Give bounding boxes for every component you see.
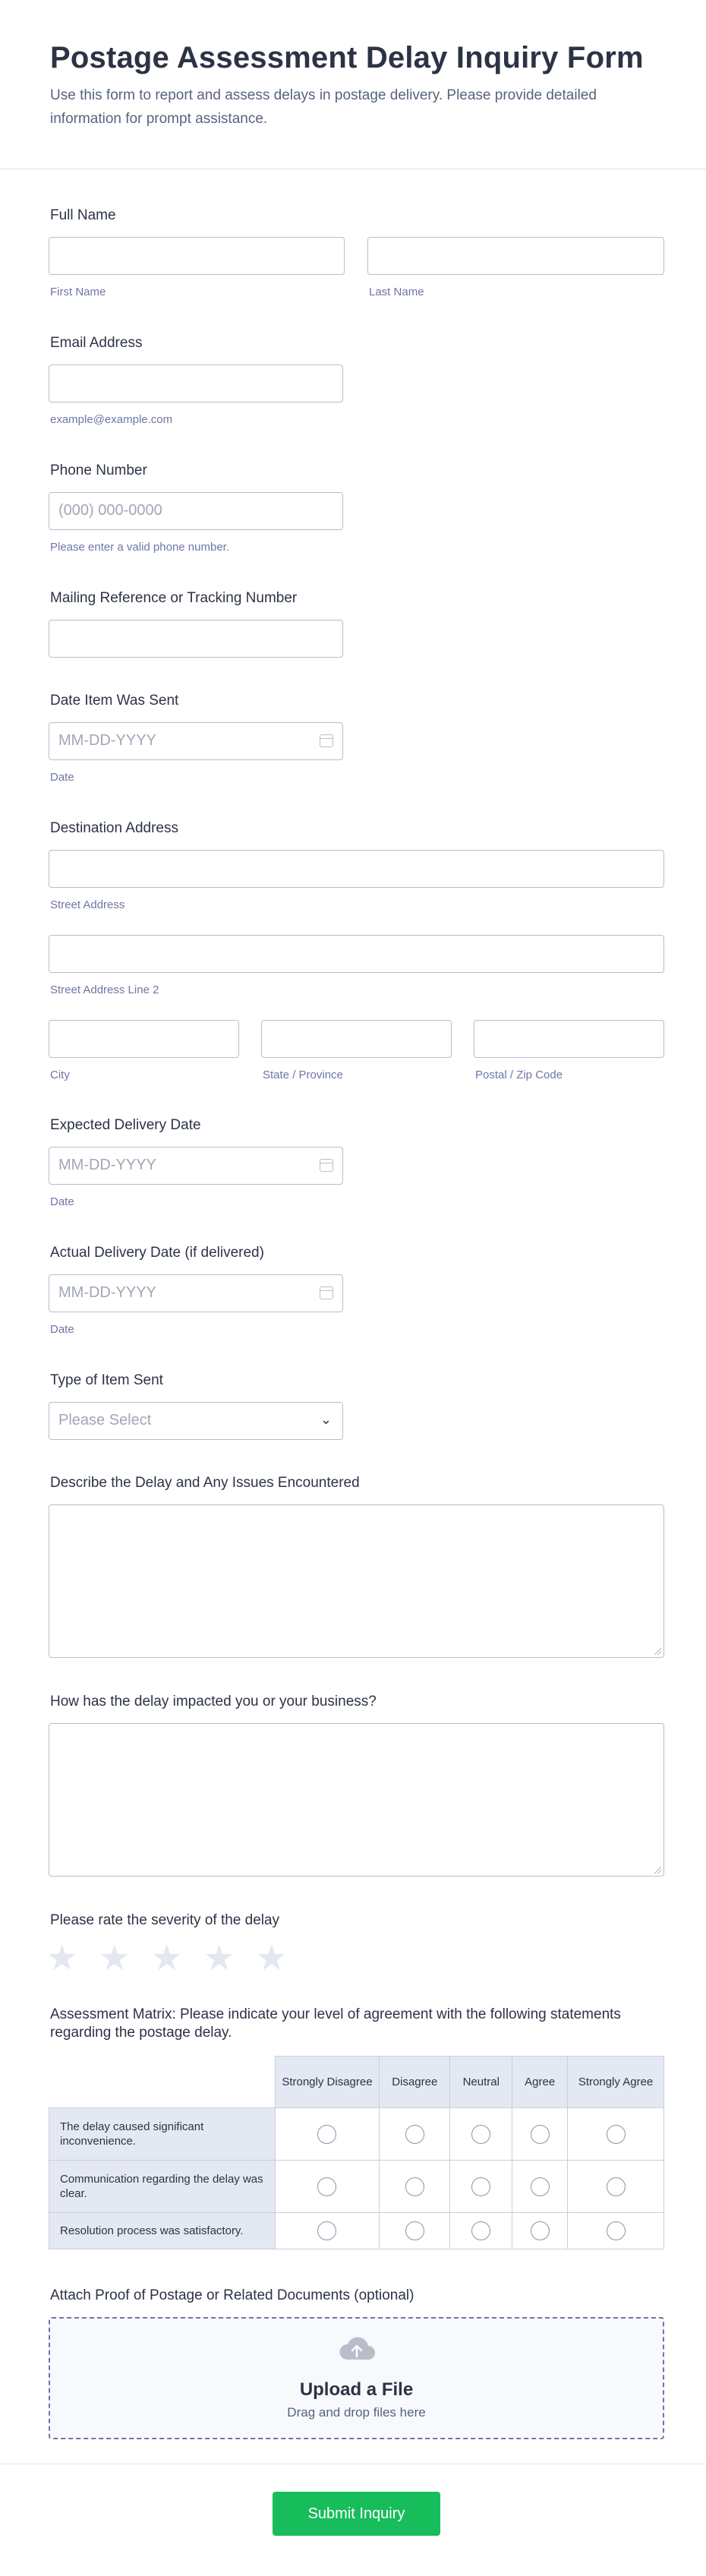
matrix-column-header: Neutral xyxy=(450,2057,512,2108)
city-sublabel: City xyxy=(50,1069,70,1081)
tracking-label: Mailing Reference or Tracking Number xyxy=(50,590,298,606)
calendar-icon[interactable] xyxy=(320,1286,333,1299)
matrix-radio[interactable] xyxy=(471,2177,490,2196)
submit-button[interactable]: Submit Inquiry xyxy=(273,2492,440,2536)
star-icon[interactable]: ★ xyxy=(204,1940,235,1977)
state-sublabel: State / Province xyxy=(263,1069,343,1081)
upload-hint: Drag and drop files here xyxy=(287,2405,426,2420)
resize-handle-icon[interactable] xyxy=(654,1648,661,1655)
describe-label: Describe the Delay and Any Issues Encountered xyxy=(50,1475,360,1491)
item-type-label: Type of Item Sent xyxy=(50,1372,163,1388)
matrix-column-header: Agree xyxy=(512,2057,568,2108)
impact-textarea[interactable] xyxy=(49,1723,664,1877)
matrix-row xyxy=(49,2108,664,2161)
matrix-radio[interactable] xyxy=(317,2177,336,2196)
matrix-radio[interactable] xyxy=(317,2221,336,2240)
matrix-row xyxy=(49,2213,664,2249)
last-name-input[interactable] xyxy=(367,237,664,275)
actual-date-input[interactable] xyxy=(49,1274,343,1312)
street-address-line2-input[interactable] xyxy=(49,935,664,973)
cloud-upload-icon xyxy=(338,2335,376,2361)
star-icon[interactable]: ★ xyxy=(99,1940,130,1977)
rating-label: Please rate the severity of the delay xyxy=(50,1912,280,1928)
matrix-row xyxy=(49,2161,664,2213)
phone-sublabel: Please enter a valid phone number. xyxy=(50,541,229,554)
matrix-corner xyxy=(49,2057,276,2108)
matrix-radio[interactable] xyxy=(607,2125,626,2144)
last-name-sublabel: Last Name xyxy=(369,286,424,298)
matrix-radio[interactable] xyxy=(405,2125,424,2144)
date-sent-sublabel: Date xyxy=(50,771,74,784)
matrix-radio[interactable] xyxy=(531,2177,550,2196)
address-label: Destination Address xyxy=(50,820,178,836)
state-input[interactable] xyxy=(261,1020,452,1058)
matrix-radio[interactable] xyxy=(405,2221,424,2240)
matrix-column-header: Strongly Agree xyxy=(568,2057,664,2108)
email-input[interactable] xyxy=(49,365,343,402)
street-address-sublabel: Street Address xyxy=(50,898,125,911)
form-title: Postage Assessment Delay Inquiry Form xyxy=(50,41,644,74)
actual-date-placeholder: MM-DD-YYYY xyxy=(58,1284,156,1301)
item-type-select[interactable] xyxy=(49,1402,343,1440)
matrix-column-header: Disagree xyxy=(380,2057,450,2108)
assessment-matrix xyxy=(49,2056,664,2249)
actual-date-sublabel: Date xyxy=(50,1323,74,1336)
zip-input[interactable] xyxy=(474,1020,664,1058)
email-label: Email Address xyxy=(50,335,143,351)
expected-date-label: Expected Delivery Date xyxy=(50,1117,201,1133)
phone-label: Phone Number xyxy=(50,462,147,478)
expected-date-sublabel: Date xyxy=(50,1195,74,1208)
calendar-icon[interactable] xyxy=(320,734,333,747)
expected-date-input[interactable] xyxy=(49,1147,343,1185)
matrix-radio[interactable] xyxy=(531,2125,550,2144)
describe-textarea[interactable] xyxy=(49,1504,664,1658)
matrix-label: Assessment Matrix: Please indicate your level of agreement with the following statements regarding the postage delay. xyxy=(50,2006,621,2041)
expected-date-placeholder: MM-DD-YYYY xyxy=(58,1157,156,1173)
matrix-radio[interactable] xyxy=(607,2177,626,2196)
resize-handle-icon[interactable] xyxy=(654,1867,661,1874)
item-type-placeholder: Please Select xyxy=(58,1412,152,1428)
zip-sublabel: Postal / Zip Code xyxy=(475,1069,563,1081)
matrix-radio[interactable] xyxy=(607,2221,626,2240)
matrix-radio[interactable] xyxy=(405,2177,424,2196)
street-address-input[interactable] xyxy=(49,850,664,888)
matrix-radio[interactable] xyxy=(471,2125,490,2144)
date-sent-input[interactable] xyxy=(49,722,343,760)
matrix-radio[interactable] xyxy=(317,2125,336,2144)
chevron-down-icon: ⌄ xyxy=(320,1412,332,1427)
star-icon[interactable]: ★ xyxy=(47,1940,77,1977)
phone-input[interactable] xyxy=(49,492,343,530)
first-name-input[interactable] xyxy=(49,237,345,275)
matrix-row-label: Resolution process was satisfactory. xyxy=(49,2213,276,2249)
phone-placeholder: (000) 000-0000 xyxy=(58,502,162,519)
email-sublabel: example@example.com xyxy=(50,413,173,426)
matrix-radio[interactable] xyxy=(471,2221,490,2240)
matrix-row-label: Communication regarding the delay was clear. xyxy=(49,2161,276,2213)
date-sent-placeholder: MM-DD-YYYY xyxy=(58,732,156,749)
form-header xyxy=(0,0,706,169)
attach-label: Attach Proof of Postage or Related Documents (optional) xyxy=(50,2287,414,2303)
date-sent-label: Date Item Was Sent xyxy=(50,693,179,709)
actual-date-label: Actual Delivery Date (if delivered) xyxy=(50,1245,264,1261)
first-name-sublabel: First Name xyxy=(50,286,106,298)
form-description: Use this form to report and assess delays in postage delivery. Please provide detailed information for prompt assistance. xyxy=(50,87,597,127)
street-address-line2-sublabel: Street Address Line 2 xyxy=(50,983,159,996)
star-icon[interactable]: ★ xyxy=(152,1940,182,1977)
matrix-row-label: The delay caused significant inconvenience. xyxy=(49,2108,276,2161)
full-name-label: Full Name xyxy=(50,207,116,223)
impact-label: How has the delay impacted you or your business? xyxy=(50,1694,377,1709)
tracking-input[interactable] xyxy=(49,620,343,658)
star-icon[interactable]: ★ xyxy=(257,1940,287,1977)
matrix-column-header: Strongly Disagree xyxy=(275,2057,380,2108)
upload-title: Upload a File xyxy=(299,2379,414,2400)
city-input[interactable] xyxy=(49,1020,239,1058)
matrix-radio[interactable] xyxy=(531,2221,550,2240)
file-upload-dropzone[interactable] xyxy=(49,2317,664,2439)
calendar-icon[interactable] xyxy=(320,1159,333,1172)
